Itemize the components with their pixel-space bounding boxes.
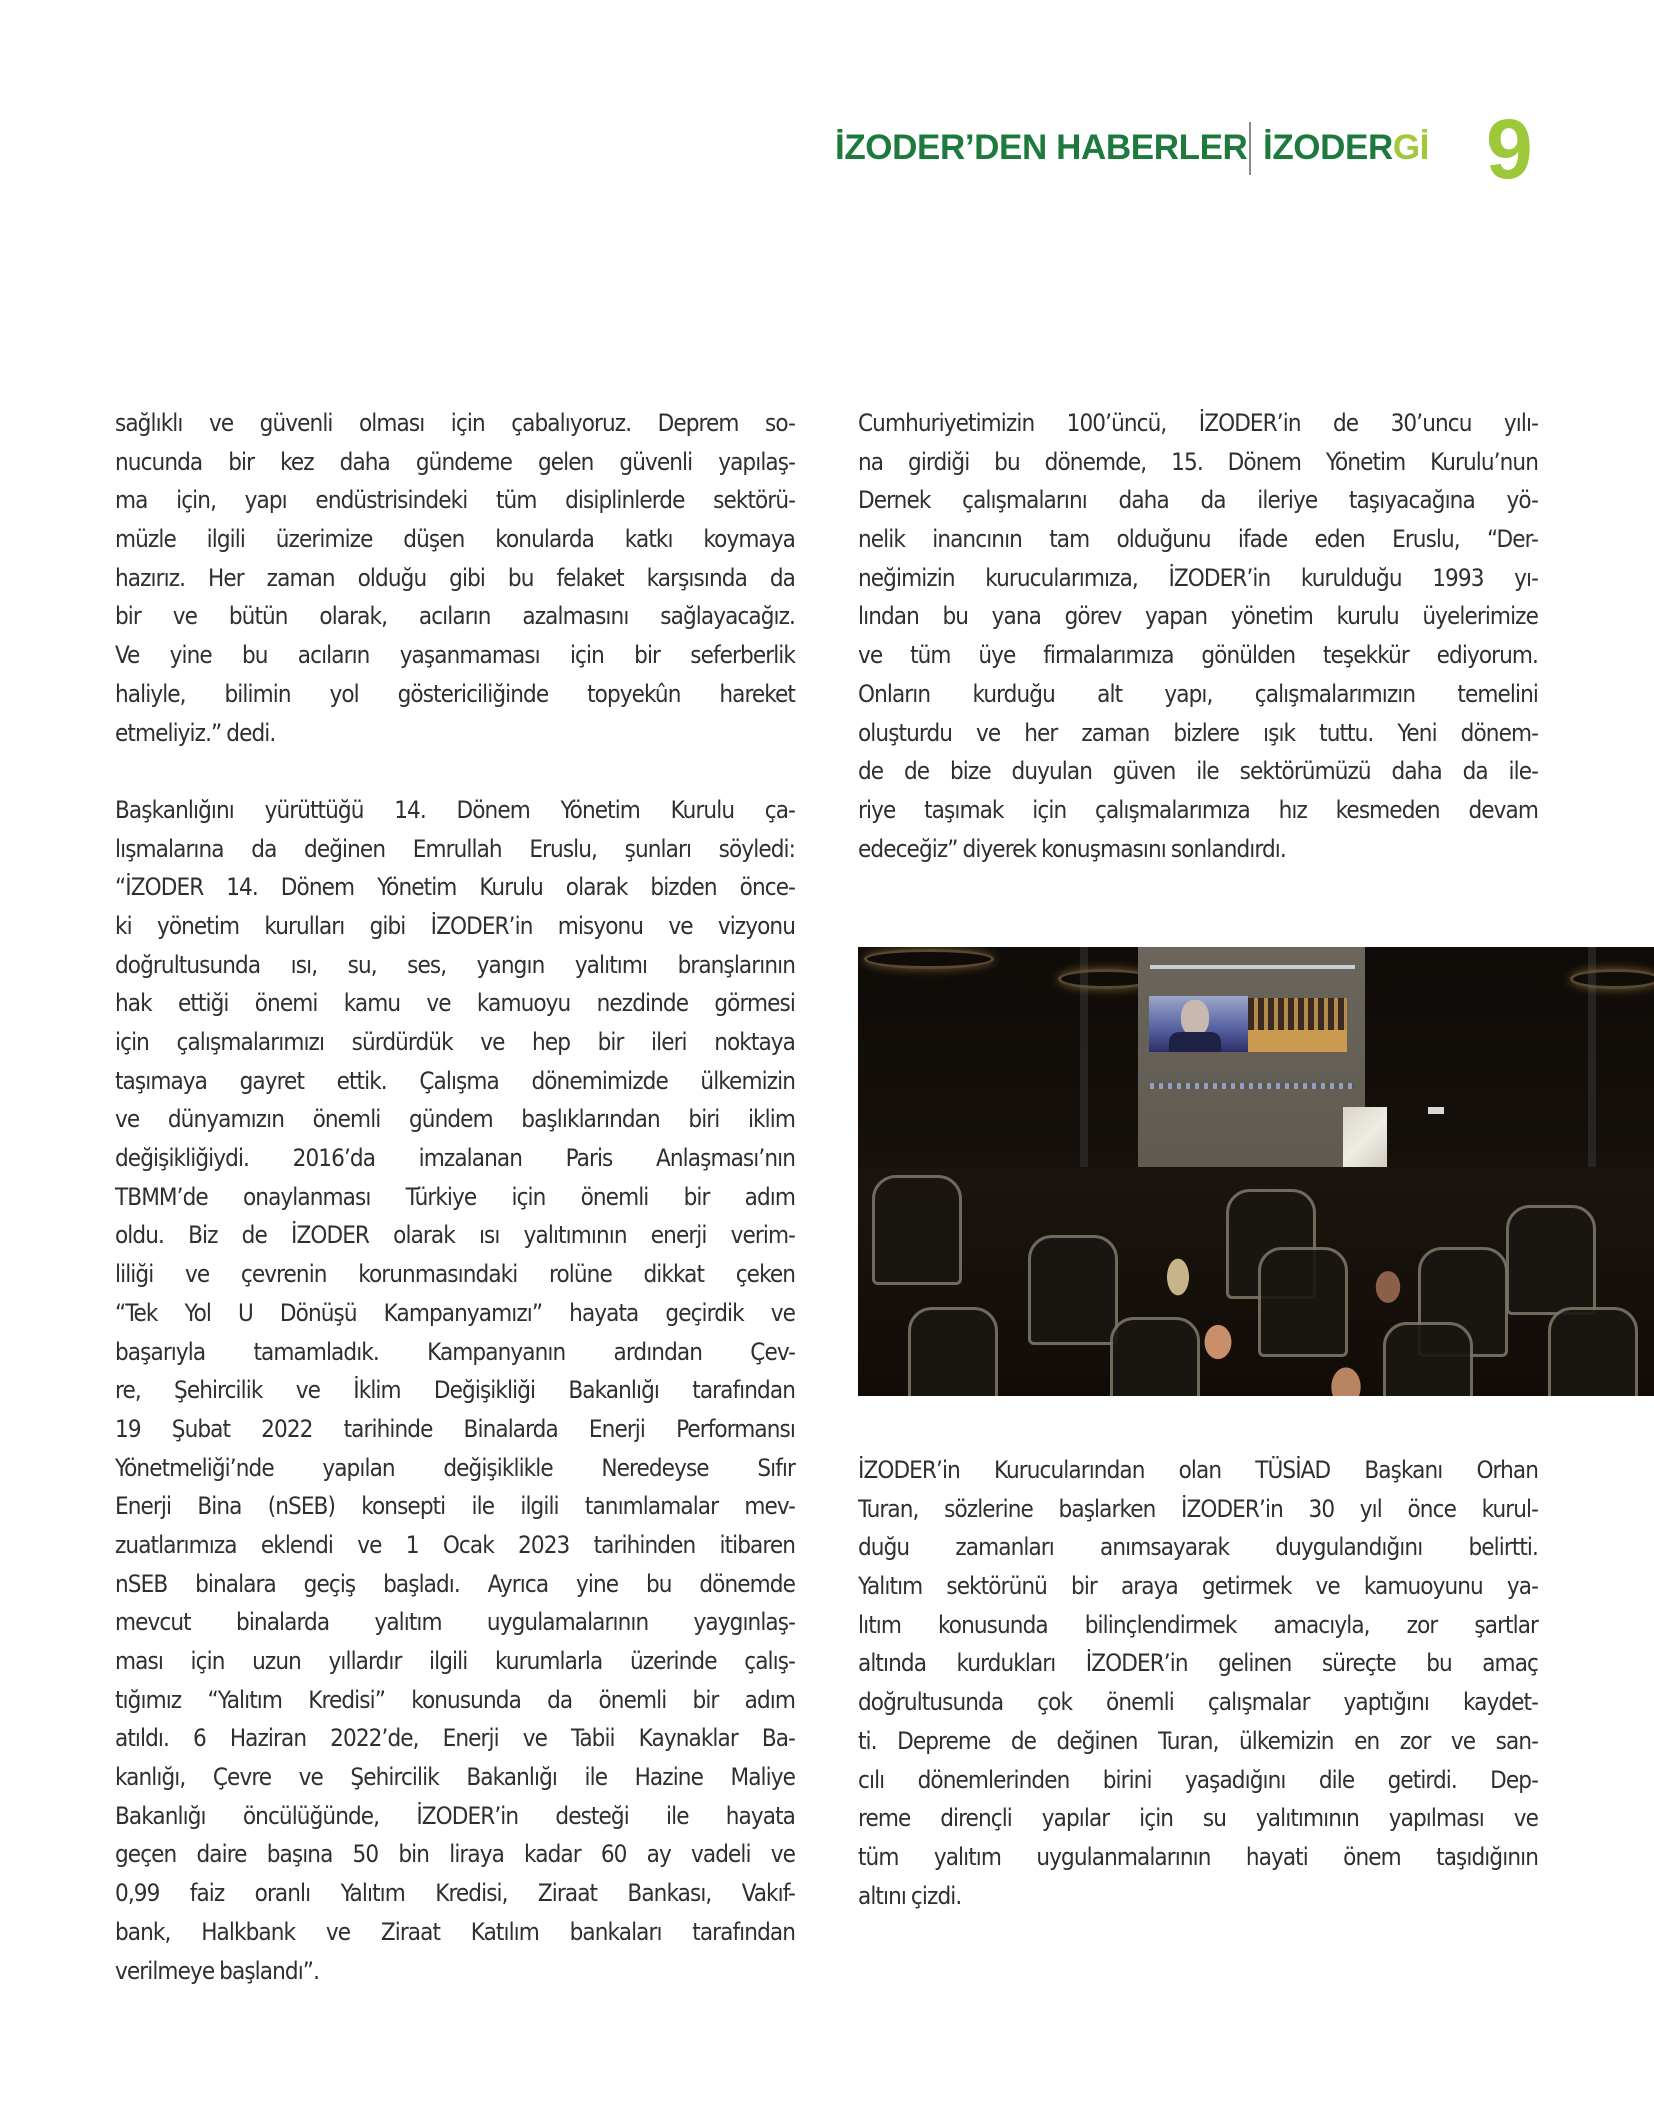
text-line: TBMM’de onaylanması Türkiye için önemli bir adım: [115, 1182, 795, 1211]
text-line: oldu. Biz de İZODER olarak ısı yalıtımının enerji verim-: [115, 1221, 795, 1250]
text-line: Yönetmeliği’nde yapılan değişiklikle Neredeyse Sıfır: [115, 1453, 795, 1482]
text-line: bir ve bütün olarak, acıların azalmasını sağlayacağız.: [115, 602, 795, 631]
text-line: müzle ilgili üzerimize düşen konularda katkı koymaya: [115, 525, 795, 554]
magazine-name-part1: İZODER: [1263, 128, 1393, 167]
video-tile-speaker: [1149, 996, 1248, 1052]
photo-chandelier: [864, 949, 994, 969]
text-line: edeceğiz” diyerek konuşmasını sonlandırdı.: [858, 834, 1286, 863]
stage-light: [1428, 1107, 1444, 1114]
text-line: tüm yalıtım uygulanmalarının hayati önem taşıdığının: [858, 1842, 1538, 1871]
chair: [872, 1175, 962, 1285]
text-line: başarıyla tamamladık. Kampanyanın ardından Çev-: [115, 1337, 795, 1366]
magazine-logo: [1263, 128, 1429, 168]
chair: [1110, 1317, 1200, 1396]
text-line: atıldı. 6 Haziran 2022’de, Enerji ve Tabii Kaynaklar Ba-: [115, 1724, 795, 1753]
event-photo: [858, 947, 1654, 1396]
header-divider: [1249, 122, 1251, 175]
screen-taskbar: [1150, 1083, 1355, 1089]
running-header: [0, 0, 1654, 200]
text-line: etmeliyiz.” dedi.: [115, 718, 276, 747]
chair: [1028, 1235, 1118, 1345]
text-line: hazırız. Her zaman olduğu gibi bu felaket karşısında da: [115, 563, 795, 592]
text-line: geçen daire başına 50 bin liraya kadar 60 ay vadeli ve: [115, 1840, 795, 1869]
text-line: bank, Halkbank ve Ziraat Katılım bankaları tarafından: [115, 1917, 795, 1946]
text-line: lıtım konusunda bilinçlendirmek amacıyla, zor şartlar: [858, 1610, 1538, 1639]
text-line: Yalıtım sektörünü bir araya getirmek ve kamuoyunu ya-: [858, 1572, 1538, 1601]
text-line: ve tüm üye firmalarımıza gönülden teşekkür ediyorum.: [858, 641, 1538, 670]
text-line: nelik inancının tam olduğunu ifade eden Eruslu, “Der-: [858, 525, 1538, 554]
text-line: reme dirençli yapılar için su yalıtımının yapılması ve: [858, 1804, 1538, 1833]
page-number: 9: [1486, 102, 1533, 196]
video-tile-group: [1248, 998, 1347, 1052]
text-line: ki yönetim kurulları gibi İZODER’in misyonu ve vizyonu: [115, 911, 795, 940]
chair: [1383, 1322, 1473, 1396]
screen-title-bar: [1150, 965, 1355, 969]
text-line: nSEB binalara geçiş başladı. Ayrıca yine bu dönemde: [115, 1569, 795, 1598]
text-line: tığımız “Yalıtım Kredisi” konusunda da önemli bir adım: [115, 1685, 795, 1714]
right-column-bottom: [858, 1451, 1538, 1915]
text-line: riye taşımak için çalışmalarımıza hız kesmeden devam: [858, 795, 1538, 824]
text-line: altında kurdukları İZODER’in gelinen süreçte bu amaç: [858, 1649, 1538, 1678]
text-line: taşımaya gayret ettik. Çalışma dönemimizde ülkemizin: [115, 1066, 795, 1095]
right-column-top: [858, 404, 1538, 868]
text-line: verilmeye başlandı”.: [115, 1956, 320, 1985]
text-line: değişikliğiydi. 2016’da imzalanan Paris Anlaşması’nın: [115, 1144, 795, 1173]
text-line: “İZODER 14. Dönem Yönetim Kurulu olarak bizden önce-: [115, 873, 795, 902]
text-line: mevcut binalarda yalıtım uygulamalarının yaygınlaş-: [115, 1608, 795, 1637]
text-line: doğrultusunda ısı, su, ses, yangın yalıtımı branşlarının: [115, 950, 795, 979]
text-line: haliyle, bilimin yol göstericiliğinde topyekûn hareket: [115, 679, 795, 708]
text-line: “Tek Yol U Dönüşü Kampanyamızı” hayata geçirdik ve: [115, 1298, 795, 1327]
text-line: Turan, sözlerine başlarken İZODER’in 30 yıl önce kurul-: [858, 1494, 1538, 1523]
text-line: Enerji Bina (nSEB) konsepti ile ilgili tanımlamalar mev-: [115, 1492, 795, 1521]
text-line: ve dünyamızın önemli gündem başlıklarından biri iklim: [115, 1105, 795, 1134]
text-line: duğu zamanları anımsayarak duygulandığını belirtti.: [858, 1533, 1538, 1562]
chair: [1548, 1307, 1638, 1396]
text-line: ma için, yapı endüstrisindeki tüm disiplinlerde sektörü-: [115, 486, 795, 515]
text-line: Başkanlığını yürüttüğü 14. Dönem Yönetim Kurulu ça-: [115, 795, 795, 824]
chair: [1258, 1247, 1348, 1357]
photo-chandelier: [1570, 969, 1654, 989]
text-line: ti. Depreme de değinen Turan, ülkemizin en zor ve san-: [858, 1726, 1538, 1755]
paragraph-gap: [115, 752, 795, 791]
text-line: sağlıklı ve güvenli olması için çabalıyoruz. Deprem so-: [115, 409, 795, 437]
text-line: altını çizdi.: [858, 1881, 962, 1910]
text-line: Dernek çalışmalarını daha da ileriye taşıyacağına yö-: [858, 486, 1538, 515]
speaker-face: [1181, 1000, 1209, 1036]
text-line: oluşturdu ve her zaman bizlere ışık tuttu. Yeni dönem-: [858, 718, 1538, 747]
text-line: nucunda bir kez daha gündeme gelen güvenli yapılaş-: [115, 447, 795, 476]
text-line: lından bu yana görev yapan yönetim kurulu üyelerimize: [858, 602, 1538, 631]
paragraph-2: [115, 791, 795, 1990]
text-line: re, Şehircilik ve İklim Değişikliği Bakanlığı tarafından: [115, 1376, 795, 1405]
speaker-suit: [1169, 1032, 1221, 1052]
text-line: neğimizin kurucularımıza, İZODER’in kurulduğu 1993 yı-: [858, 563, 1538, 592]
text-line: lışmalarına da değinen Emrullah Eruslu, şunları söyledi:: [115, 834, 795, 863]
chair: [1506, 1205, 1596, 1315]
text-line: Cumhuriyetimizin 100’üncü, İZODER’in de 30’uncu yılı-: [858, 409, 1538, 437]
chair: [908, 1307, 998, 1396]
text-line: Ve yine bu acıların yaşanmaması için bir seferberlik: [115, 641, 795, 670]
text-line: kanlığı, Çevre ve Şehircilik Bakanlığı ile Hazine Maliye: [115, 1763, 795, 1792]
text-line: İZODER’in Kurucularından olan TÜSİAD Başkanı Orhan: [858, 1456, 1538, 1484]
text-line: liliği ve çevrenin korunmasındaki rolüne dikkat çeken: [115, 1260, 795, 1289]
section-title: İZODER’DEN HABERLER: [835, 128, 1248, 167]
text-line: hak ettiği önemi kamu ve kamuoyu nezdinde görmesi: [115, 989, 795, 1018]
text-line: cılı dönemlerinden birini yaşadığını dile getirdi. Dep-: [858, 1765, 1538, 1794]
text-line: Onların kurduğu alt yapı, çalışmalarımızın temelini: [858, 679, 1538, 708]
text-line: 19 Şubat 2022 tarihinde Binalarda Enerji Performansı: [115, 1414, 795, 1443]
text-line: doğrultusunda çok önemli çalışmalar yaptığını kaydet-: [858, 1688, 1538, 1717]
magazine-name-part2: Gİ: [1392, 128, 1429, 167]
text-line: na girdiği bu dönemde, 15. Dönem Yönetim Kurulu’nun: [858, 447, 1538, 476]
text-line: zuatlarımıza eklendi ve 1 Ocak 2023 tarihinden itibaren: [115, 1530, 795, 1559]
paragraph-1: [115, 404, 795, 752]
left-column: [115, 404, 795, 1990]
text-line: ması için uzun yıllardır ilgili kurumlarla üzerinde çalış-: [115, 1647, 795, 1675]
text-line: için çalışmalarımızı sürdürdük ve hep bir ileri noktaya: [115, 1028, 795, 1056]
text-line: de de bize duyulan güven ile sektörümüzü daha da ile-: [858, 757, 1538, 786]
text-line: Bakanlığı öncülüğünde, İZODER’in desteği ile hayata: [115, 1801, 795, 1830]
text-line: 0,99 faiz oranlı Yalıtım Kredisi, Ziraat Bankası, Vakıf-: [115, 1879, 795, 1908]
